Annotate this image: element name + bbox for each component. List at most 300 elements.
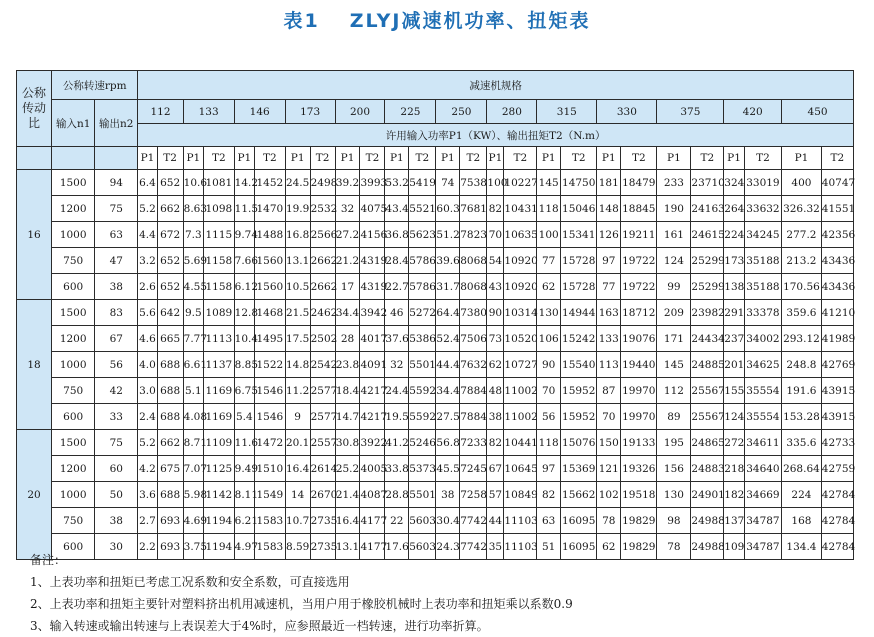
output-speed-cell: 75 [95,430,138,456]
t2-cell: 8068 [460,274,487,300]
t2-cell: 25299 [691,248,724,274]
size-280: 280 [487,100,537,124]
p1-cell: 8.85 [234,352,254,378]
p1-cell: 155 [724,378,744,404]
p1-cell: 3.2 [138,248,157,274]
header-input-speed: 输入n1 [52,100,95,147]
p1-cell: 182 [724,482,744,508]
p1-label: P1 [285,147,310,170]
p1-cell: 11.2 [285,378,310,404]
p1-cell: 70 [537,378,561,404]
p1-cell: 137 [724,508,744,534]
table-title: ZLYJ减速机功率、扭矩表 [349,10,591,32]
p1-cell: 63 [537,508,561,534]
t2-label: T2 [691,147,724,170]
p1-cell: 5.2 [138,196,157,222]
t2-cell: 1468 [255,300,286,326]
p1-cell: 5.69 [183,248,203,274]
output-speed-cell: 47 [95,248,138,274]
p1-cell: 156 [657,456,691,482]
t2-cell: 2498 [310,170,335,196]
input-speed-cell: 1200 [52,456,95,482]
t2-cell: 4091 [360,352,385,378]
t2-cell: 688 [157,378,183,404]
input-speed-cell: 600 [52,404,95,430]
p1-cell: 4.97 [234,534,254,560]
t2-cell: 34787 [744,534,781,560]
ratio-cell: 18 [17,300,52,430]
p1-cell: 170.56 [782,274,822,300]
t2-cell: 5623 [409,222,436,248]
t2-cell: 1194 [204,534,235,560]
t2-cell: 5501 [409,352,436,378]
p1-cell: 39.2 [335,170,360,196]
note-3: 3、输入转速或输出转速与上表误差大于4%时，应参照最近一档转速，进行功率折算。 [30,619,489,633]
p1-cell: 56 [537,404,561,430]
p1-cell: 16.4 [335,508,360,534]
p1-cell: 8.11 [234,482,254,508]
t2-cell: 10635 [504,222,537,248]
p1-cell: 359.6 [782,300,822,326]
t2-cell: 2662 [310,248,335,274]
p1-cell: 7.07 [183,456,203,482]
header-in-blank [52,147,95,170]
p1-cell: 34.4 [335,300,360,326]
p1-cell: 22 [385,508,409,534]
p1-cell: 4.4 [138,222,157,248]
p1-label: P1 [138,147,157,170]
note-2: 2、上表功率和扭矩主要针对塑料挤出机用减速机，当用户用于橡胶机械时上表功率和扭矩乘以系数0.9 [30,597,573,611]
input-speed-cell: 1500 [52,170,95,196]
t2-label: T2 [204,147,235,170]
t2-cell: 34625 [744,352,781,378]
size-112: 112 [138,100,183,124]
p1-cell: 130 [537,300,561,326]
input-speed-cell: 1000 [52,482,95,508]
t2-cell: 7538 [460,170,487,196]
p1-cell: 77 [597,274,621,300]
p1-cell: 153.28 [782,404,822,430]
p1-cell: 335.6 [782,430,822,456]
t2-cell: 1158 [204,274,235,300]
p1-cell: 118 [537,196,561,222]
p1-cell: 112 [657,378,691,404]
p1-cell: 82 [487,196,504,222]
p1-cell: 2.6 [138,274,157,300]
t2-cell: 1115 [204,222,235,248]
t2-cell: 4217 [360,404,385,430]
p1-cell: 264 [724,196,744,222]
p1-cell: 13.1 [285,248,310,274]
note-1: 1、上表功率和扭矩已考虑工况系数和安全系数，可直接选用 [30,575,350,589]
t2-cell: 7245 [460,456,487,482]
p1-cell: 62 [537,274,561,300]
size-225: 225 [385,100,436,124]
output-speed-cell: 67 [95,326,138,352]
t2-cell: 1472 [255,430,286,456]
output-speed-cell: 94 [95,170,138,196]
p1-cell: 14.8 [285,352,310,378]
t2-cell: 15242 [561,326,597,352]
t2-cell: 1560 [255,274,286,300]
t2-cell: 11103 [504,534,537,560]
header-ratio-label: 公称传动比 [22,86,47,130]
p1-cell: 45.5 [436,456,460,482]
p1-cell: 7.66 [234,248,254,274]
p1-cell: 224 [724,222,744,248]
t2-cell: 662 [157,196,183,222]
size-133: 133 [183,100,234,124]
size-420: 420 [724,100,782,124]
p1-cell: 181 [597,170,621,196]
p1-cell: 48 [487,378,504,404]
t2-cell: 7632 [460,352,487,378]
t2-cell: 5246 [409,430,436,456]
t2-cell: 675 [157,456,183,482]
t2-cell: 41210 [821,300,853,326]
p1-cell: 201 [724,352,744,378]
p1-cell: 121 [597,456,621,482]
p1-cell: 9 [285,404,310,430]
t2-cell: 688 [157,404,183,430]
p1-cell: 67 [487,456,504,482]
t2-cell: 7258 [460,482,487,508]
t2-cell: 19722 [621,274,657,300]
table-row [17,482,854,508]
table-row [17,248,854,274]
p1-label: P1 [724,147,744,170]
size-330: 330 [597,100,657,124]
p1-cell: 62 [597,534,621,560]
t2-label: T2 [744,147,781,170]
p1-cell: 138 [724,274,744,300]
t2-cell: 35188 [744,274,781,300]
p1-cell: 97 [597,248,621,274]
t2-cell: 1089 [204,300,235,326]
t2-cell: 2577 [310,404,335,430]
ratio-cell: 16 [17,170,52,300]
p1-cell: 14.2 [234,170,254,196]
t2-cell: 7681 [460,196,487,222]
p1-cell: 43 [487,274,504,300]
t2-cell: 2577 [310,378,335,404]
p1-cell: 130 [657,482,691,508]
p1-cell: 60.3 [436,196,460,222]
p1-cell: 43.4 [385,196,409,222]
p1-cell: 224 [782,482,822,508]
t2-cell: 1452 [255,170,286,196]
t2-label: T2 [460,147,487,170]
input-speed-cell: 1200 [52,326,95,352]
t2-label: T2 [360,147,385,170]
p1-cell: 38 [436,482,460,508]
p1-cell: 77 [537,248,561,274]
size-375: 375 [657,100,724,124]
p1-cell: 31.7 [436,274,460,300]
t2-cell: 10920 [504,248,537,274]
t2-cell: 1546 [255,404,286,430]
p1-cell: 24.5 [285,170,310,196]
t2-cell: 1137 [204,352,235,378]
t2-cell: 35554 [744,378,781,404]
p1-cell: 38 [487,404,504,430]
p1-cell: 7.77 [183,326,203,352]
t2-cell: 19829 [621,508,657,534]
p1-cell: 124 [657,248,691,274]
p1-cell: 19.5 [385,404,409,430]
t2-cell: 1158 [204,248,235,274]
t2-label: T2 [409,147,436,170]
t2-cell: 7823 [460,222,487,248]
t2-cell: 35188 [744,248,781,274]
p1-cell: 145 [537,170,561,196]
p1-cell: 3.75 [183,534,203,560]
t2-cell: 11103 [504,508,537,534]
t2-cell: 2542 [310,352,335,378]
t2-cell: 2502 [310,326,335,352]
p1-cell: 11.5 [234,196,254,222]
p1-cell: 27.5 [436,404,460,430]
p1-cell: 400 [782,170,822,196]
p1-cell: 14.7 [335,404,360,430]
p1-cell: 163 [597,300,621,326]
t2-cell: 5501 [409,482,436,508]
p1-cell: 3.0 [138,378,157,404]
p1-cell: 17.6 [385,534,409,560]
t2-cell: 1169 [204,404,235,430]
t2-cell: 4005 [360,456,385,482]
p1-cell: 24.4 [385,378,409,404]
t2-cell: 34640 [744,456,781,482]
t2-cell: 1109 [204,430,235,456]
input-speed-cell: 600 [52,534,95,560]
t2-cell: 24988 [691,534,724,560]
p1-cell: 213.2 [782,248,822,274]
table-row [17,508,854,534]
t2-cell: 4075 [360,196,385,222]
t2-cell: 19829 [621,534,657,560]
output-speed-cell: 50 [95,482,138,508]
p1-cell: 5.1 [183,378,203,404]
size-315: 315 [537,100,597,124]
t2-cell: 4319 [360,248,385,274]
p1-cell: 9.74 [234,222,254,248]
p1-cell: 28.4 [385,248,409,274]
p1-cell: 53.2 [385,170,409,196]
t2-cell: 1549 [255,482,286,508]
notes-section [30,549,573,637]
t2-cell: 10314 [504,300,537,326]
t2-cell: 19076 [621,326,657,352]
p1-cell: 52.4 [436,326,460,352]
size-146: 146 [234,100,285,124]
t2-cell: 10431 [504,196,537,222]
header-allowed: 许用输入功率P1（KW）、输出扭矩T2（N.m） [138,124,854,147]
t2-cell: 3993 [360,170,385,196]
t2-cell: 15369 [561,456,597,482]
t2-cell: 5386 [409,326,436,352]
t2-cell: 10227 [504,170,537,196]
t2-cell: 35554 [744,404,781,430]
p1-label: P1 [782,147,822,170]
output-speed-cell: 38 [95,274,138,300]
table-row [17,300,854,326]
p1-cell: 102 [597,482,621,508]
t2-cell: 25567 [691,404,724,430]
t2-cell: 5786 [409,248,436,274]
size-200: 200 [335,100,385,124]
header-output-speed: 输出n2 [95,100,138,147]
p1-label: P1 [436,147,460,170]
p1-cell: 7.3 [183,222,203,248]
p1-cell: 16.8 [285,222,310,248]
output-speed-cell: 75 [95,196,138,222]
p1-cell: 134.4 [782,534,822,560]
t2-cell: 1488 [255,222,286,248]
t2-cell: 1495 [255,326,286,352]
p1-cell: 54 [487,248,504,274]
input-speed-cell: 1500 [52,430,95,456]
t2-cell: 4156 [360,222,385,248]
t2-cell: 34611 [744,430,781,456]
t2-cell: 15952 [561,378,597,404]
p1-cell: 28 [335,326,360,352]
p1-cell: 2.7 [138,508,157,534]
t2-cell: 10441 [504,430,537,456]
t2-cell: 24988 [691,508,724,534]
p1-cell: 23.8 [335,352,360,378]
t2-cell: 2557 [310,430,335,456]
p1-cell: 19.9 [285,196,310,222]
t2-cell: 2662 [310,274,335,300]
p1-cell: 9.5 [183,300,203,326]
t2-cell: 14944 [561,300,597,326]
t2-cell: 693 [157,508,183,534]
p1-cell: 326.32 [782,196,822,222]
p1-cell: 28.8 [385,482,409,508]
t2-cell: 24885 [691,352,724,378]
p1-cell: 89 [657,404,691,430]
p1-cell: 3.6 [138,482,157,508]
t2-cell: 1522 [255,352,286,378]
table-row [17,196,854,222]
size-250: 250 [436,100,487,124]
header-out-blank [95,147,138,170]
input-speed-cell: 750 [52,508,95,534]
input-speed-cell: 1500 [52,300,95,326]
header-ratio [17,71,52,147]
t2-cell: 665 [157,326,183,352]
t2-label: T2 [504,147,537,170]
p1-cell: 74 [436,170,460,196]
input-speed-cell: 1000 [52,352,95,378]
p1-cell: 21.5 [285,300,310,326]
t2-cell: 2532 [310,196,335,222]
output-speed-cell: 33 [95,404,138,430]
p1-cell: 237 [724,326,744,352]
p1-cell: 5.2 [138,430,157,456]
p1-cell: 20.1 [285,430,310,456]
p1-cell: 57 [487,482,504,508]
t2-cell: 1560 [255,248,286,274]
p1-cell: 293.12 [782,326,822,352]
p1-cell: 33.8 [385,456,409,482]
t2-cell: 688 [157,352,183,378]
t2-cell: 7233 [460,430,487,456]
t2-cell: 652 [157,274,183,300]
t2-cell: 5373 [409,456,436,482]
size-173: 173 [285,100,335,124]
t2-cell: 11002 [504,404,537,430]
p1-cell: 32 [385,352,409,378]
table-row [17,378,854,404]
p1-cell: 51.2 [436,222,460,248]
t2-cell: 4177 [360,534,385,560]
p1-label: P1 [385,147,409,170]
output-speed-cell: 42 [95,378,138,404]
p1-cell: 78 [657,534,691,560]
p1-cell: 78 [597,508,621,534]
p1-cell: 62 [487,352,504,378]
t2-cell: 40747 [821,170,853,196]
t2-cell: 34245 [744,222,781,248]
input-speed-cell: 750 [52,378,95,404]
p1-cell: 100 [487,170,504,196]
t2-cell: 18712 [621,300,657,326]
t2-cell: 672 [157,222,183,248]
t2-cell: 4217 [360,378,385,404]
t2-cell: 23710 [691,170,724,196]
t2-cell: 15952 [561,404,597,430]
p1-label: P1 [597,147,621,170]
p1-cell: 6.61 [183,352,203,378]
t2-cell: 42733 [821,430,853,456]
t2-cell: 15662 [561,482,597,508]
p1-cell: 10.6 [183,170,203,196]
p1-cell: 106 [537,326,561,352]
input-speed-cell: 750 [52,248,95,274]
p1-cell: 4.0 [138,352,157,378]
t2-cell: 24163 [691,196,724,222]
p1-label: P1 [234,147,254,170]
t2-cell: 652 [157,248,183,274]
table-row [17,222,854,248]
p1-cell: 25.2 [335,456,360,482]
t2-cell: 10849 [504,482,537,508]
t2-cell: 1142 [204,482,235,508]
t2-cell: 5419 [409,170,436,196]
t2-cell: 19722 [621,248,657,274]
p1-cell: 44 [487,508,504,534]
input-speed-cell: 1000 [52,222,95,248]
p1-cell: 168 [782,508,822,534]
t2-cell: 652 [157,170,183,196]
t2-cell: 642 [157,300,183,326]
p1-cell: 10.7 [285,508,310,534]
p1-label: P1 [335,147,360,170]
t2-cell: 3922 [360,430,385,456]
p1-cell: 97 [537,456,561,482]
t2-label: T2 [255,147,286,170]
p1-cell: 14 [285,482,310,508]
table-row [17,170,854,196]
t2-cell: 15046 [561,196,597,222]
p1-cell: 39.6 [436,248,460,274]
p1-cell: 171 [657,326,691,352]
t2-cell: 24901 [691,482,724,508]
t2-cell: 42784 [821,508,853,534]
table-row [17,456,854,482]
